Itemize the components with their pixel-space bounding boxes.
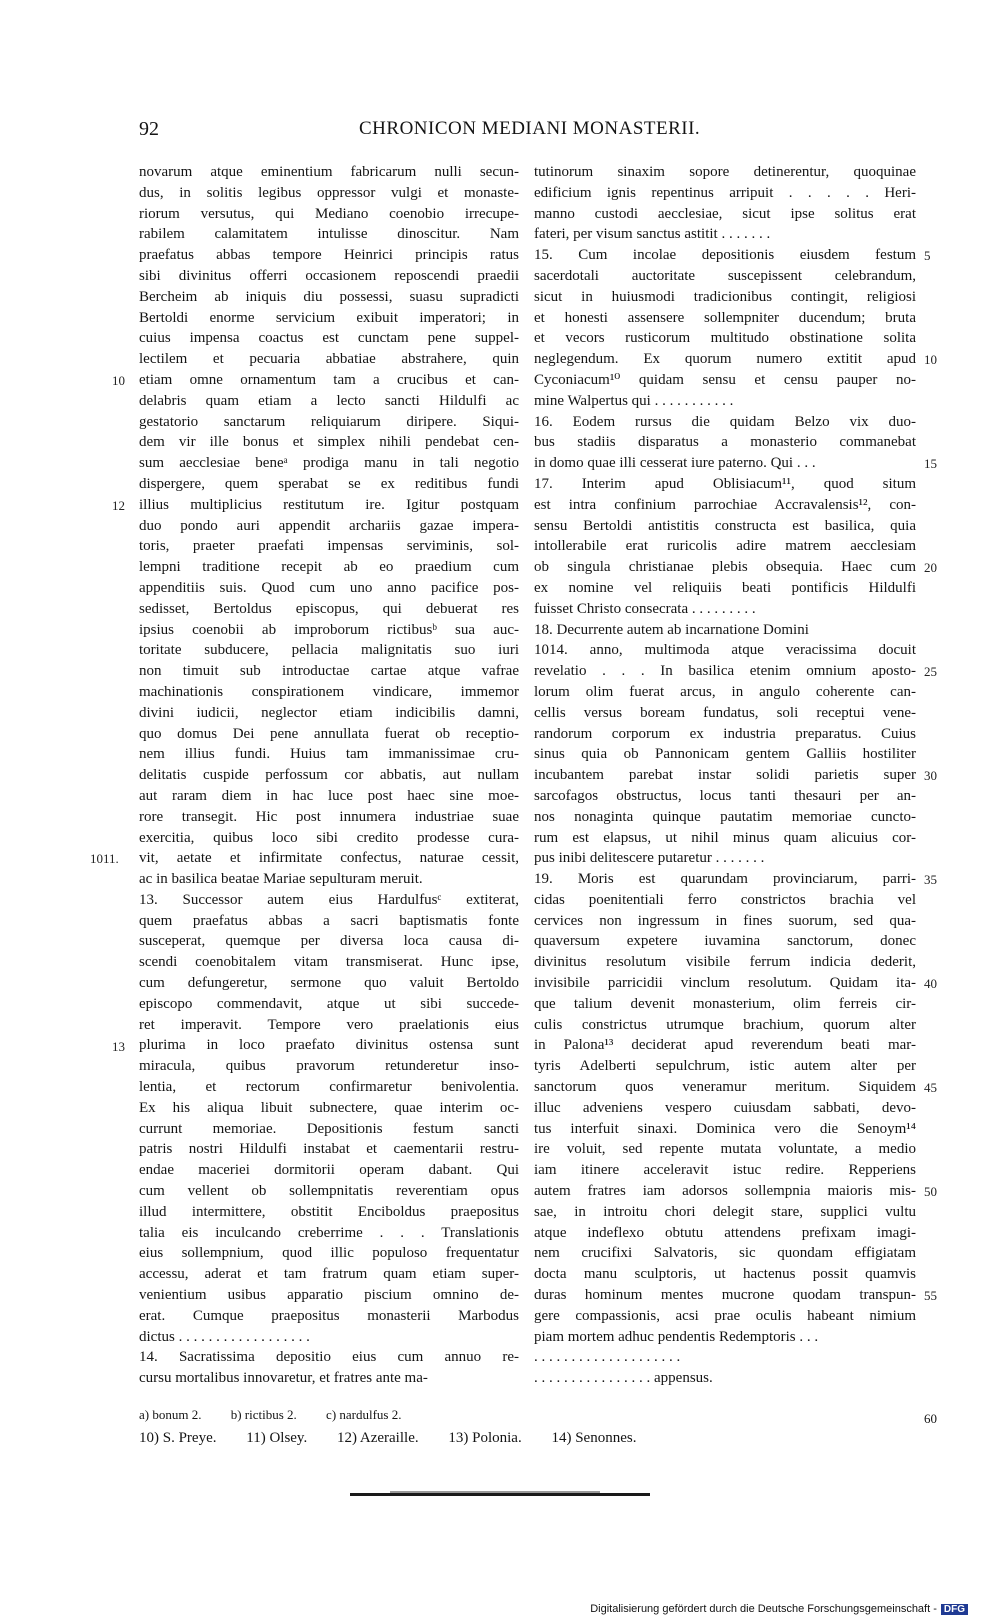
text-line: sacerdotali auctoritate suscepissent celebrandum, xyxy=(534,267,916,284)
text-line: docta manu sculptoris, ut hactenus possit quamvis xyxy=(534,1266,916,1283)
text-line: et honesti assensere sollempniter ducendum; bruta xyxy=(534,309,916,326)
text-line: cursu mortalibus innovaretur, et fratres ante ma- xyxy=(139,1370,428,1387)
text-line: sum aecclesiae beneᵃ prodiga manu in tali negotio xyxy=(139,455,519,472)
text-line: susceperat, quemque per diversa loca causa di- xyxy=(139,933,519,950)
footnote-10: 10) S. Preye. xyxy=(139,1430,217,1446)
text-line: bus stadiis disparatus a monasterio commanebat xyxy=(534,434,916,451)
margin-line-number: 10 xyxy=(112,373,125,388)
text-line: 16. Eodem rursus die quidam Belzo vix duo- xyxy=(534,413,916,430)
text-line: culis constrictus utrumque brachium, quorum alter xyxy=(534,1016,916,1033)
text-line: atque indeflexo obtutu attendens prefixam imagi- xyxy=(534,1224,916,1241)
text-line: ob singula christianae plebis obsequia. Haec cum xyxy=(534,559,916,576)
text-line: cum vellent ob sollempnitatis reverentiam opus xyxy=(139,1183,519,1200)
text-line: quaversum expetere iuvamina sanctorum, donec xyxy=(534,933,916,950)
text-line: . . . . . . . . . . . . . . . . appensus. xyxy=(534,1370,713,1387)
text-line: eius sollempnium, quod illic populoso frequentatur xyxy=(139,1245,519,1262)
text-line: Cyconiacum¹⁰ quidam sensu et censu pauper no- xyxy=(534,371,916,388)
text-line: invisibile parricidii vinclum resolutum. Quidam ita- xyxy=(534,975,916,992)
text-line: iam itinere acceleravit istuc redire. Repperiens xyxy=(534,1162,916,1179)
margin-line-number: 35 xyxy=(924,872,937,888)
text-line: sanctorum quos veneramur meritum. Siquidem xyxy=(534,1079,916,1096)
bottom-rule xyxy=(350,1493,650,1496)
text-line: et vecors rusticorum multitudo obstinatione solita xyxy=(534,330,916,347)
footnote-b: b) rictibus 2. xyxy=(230,1407,297,1422)
text-line: episcopo commendavit, atque ut sibi succede- xyxy=(139,995,519,1012)
text-line: novarum atque eminentium fabricarum nulli secun- xyxy=(139,164,519,180)
text-line: miracula, quibus pravorum retunderetur inso- xyxy=(139,1058,519,1075)
text-line: nem crucifixi Salvatoris, sic quondam effigiatam xyxy=(534,1245,916,1262)
margin-line-number: 12 xyxy=(112,497,125,513)
text-line: ex nomine vel reliquiis beati pontificis Hildulfi xyxy=(534,579,916,596)
text-line: lorum olim fuerat arcus, in angulo coherente can- xyxy=(534,683,916,700)
margin-line-number: 20 xyxy=(924,560,937,576)
text-line: Ex his aliqua libuit subnectere, quae interim oc- xyxy=(139,1099,519,1116)
margin-line-number: 40 xyxy=(924,976,937,992)
text-line: . . . . . . . . . . . . . . . . . . . . xyxy=(534,1349,681,1366)
text-line: 18. Decurrente autem ab incarnatione Domini xyxy=(534,621,809,638)
text-line: cuius impensa coactus est cunctam pene suppel- xyxy=(139,330,519,347)
footnote-c: c) nardulfus 2. xyxy=(326,1407,402,1422)
text-line: randorum corporum ex industria preparatus. Cuius xyxy=(534,725,916,742)
text-line: illuc adveniens vespero cuiusdam sabbati, devo- xyxy=(534,1099,916,1116)
footnotes-place-names xyxy=(139,1430,662,1447)
margin-line-number: 25 xyxy=(924,664,937,680)
text-line: exercitia, quibus loco sibi credito prodesse cura- xyxy=(139,829,519,846)
text-line: cervices non ingressum in fines suorum, sed qua- xyxy=(534,912,916,929)
text-line: patris nostri Hildulfi instabat et caementarii restru- xyxy=(139,1141,519,1158)
text-line: fateri, per visum sanctus astitit . . . . . . . xyxy=(534,226,771,243)
text-line: tutinorum sinaxim sopore detinerentur, quoquinae xyxy=(534,164,916,180)
text-line: manno custodi aecclesiae, sicut ipse solitus erat xyxy=(534,205,916,222)
text-line: riorum versutus, qui Mediano coenobio irrecupe- xyxy=(139,205,519,222)
text-line: rore transegit. Hic post innumera industriae suae xyxy=(139,808,519,825)
text-line: nem illius fundi. Huius tam immanissimae cru- xyxy=(139,746,519,763)
text-line: neglegendum. Ex quorum numero extitit apud xyxy=(534,351,916,368)
text-line: accessu, aderat et tam fratrum quam etiam super- xyxy=(139,1266,519,1283)
text-line: sicut in huiusmodi tradicionibus contingit, religiosi xyxy=(534,288,916,305)
text-line: erat. Cumque praepositus monasterii Marbodus xyxy=(139,1307,519,1324)
text-line: sinus quia ob Pannonicam gentem Galliis hostiliter xyxy=(534,746,916,763)
text-line: piam mortem adhuc pendentis Redemptoris . . . xyxy=(534,1328,819,1345)
text-line: non timuit sub introductae cartae atque vafrae xyxy=(139,663,519,680)
text-line: in domo quae illi cesserat iure paterno. Qui . . . xyxy=(534,455,816,472)
text-line: toris, praeter praefati impensas serviminis, sol- xyxy=(139,538,519,555)
text-line: quem praefatus abbas a sacri baptismatis fonte xyxy=(139,912,519,929)
text-line: edificium ignis repentinus arripuit . . . . . Heri- xyxy=(534,184,916,201)
right-column xyxy=(534,162,916,1389)
text-line: sarcofagos obstructus, locus tanti thesauri per an- xyxy=(534,787,916,804)
running-title: CHRONICON MEDIANI MONASTERII. xyxy=(359,118,701,139)
margin-line-number: 15 xyxy=(924,456,937,472)
text-line: scendi coenobitalem vitam transmiserat. Hunc ipse, xyxy=(139,954,519,971)
margin-line-number: 45 xyxy=(924,1080,937,1096)
text-line: sensu Bertoldi antistitis constructa est basilica, quia xyxy=(534,517,916,534)
text-line: machinationis conspirationem vindicare, immemor xyxy=(139,683,519,700)
text-line: ire voluit, sed repente mutata voluntate, a medio xyxy=(534,1141,916,1158)
text-line: mine Walpertus qui . . . . . . . . . . . xyxy=(534,392,734,409)
text-line: divini iudicii, neglector etiam indicibilis damni, xyxy=(139,704,519,721)
text-line: autem fratres iam adorsos sollempnia maioris mis- xyxy=(534,1183,916,1200)
text-line: cum defungeretur, sermone quo valuit Bertoldo xyxy=(139,975,519,992)
footnote-13: 13) Polonia. xyxy=(448,1430,522,1446)
text-line: est intra confinium parrochiae Accravalensis¹², con- xyxy=(534,496,916,513)
text-line: aut raram diem in hac luce post haec sine moe- xyxy=(139,787,519,804)
margin-line-number: 55 xyxy=(924,1288,937,1304)
text-line: pus inibi delitescere putaretur . . . . . . . xyxy=(534,850,765,867)
text-line: nos nonaginta quinque pautatim memoriae cuncto- xyxy=(534,808,916,825)
margin-line-number: 5 xyxy=(924,248,931,264)
text-line: praefatus abbas tempore Heinrici principis ratus xyxy=(139,247,519,264)
text-line: duo pondo auri appendit archariis gazae impera- xyxy=(139,517,519,534)
margin-line-number: 30 xyxy=(924,768,937,784)
text-line: dus, in solitis legibus oppressor vulgi et monaste- xyxy=(139,184,519,201)
text-line: vit, aetate et infirmitate confectus, naturae cessit, xyxy=(139,850,519,867)
text-line: 19. Moris est quarundam provinciarum, parri- xyxy=(534,871,916,888)
text-line: lempni traditione recepit ab eo praedium cum xyxy=(139,559,519,576)
text-line: Bertoldi enorme servicium exibuit imperatori; in xyxy=(139,309,519,326)
text-line: 17. Interim apud Oblisiacum¹¹, quod situm xyxy=(534,475,916,492)
text-line: Bercheim ab iniquis diu possessi, suasu supradicti xyxy=(139,288,519,305)
text-line: delabris quam etiam a lecto sancti Hildulfi ac xyxy=(139,392,519,409)
text-line: ipsius coenobii ab improborum rictibusᵇ sua auc- xyxy=(139,621,519,638)
text-line: illius multiplicius restitutum ire. Igitur postquam xyxy=(139,496,519,513)
page-number: 92 xyxy=(139,118,159,140)
margin-line-number: 10 xyxy=(924,352,937,368)
text-line: lectilem et pecuaria abbatiae abstrahere, quin xyxy=(139,351,519,368)
footnote-12: 12) Azeraille. xyxy=(336,1430,419,1446)
text-line: rum est elapsus, ut nihil minus quam alicuius cor- xyxy=(534,829,916,846)
text-line: in Palona¹³ deciderat apud reverendum beati mar- xyxy=(534,1037,916,1054)
text-line: tyris Adelberti sepulchrum, istic autem alter per xyxy=(534,1058,916,1075)
left-column xyxy=(139,162,519,1389)
text-line: currunt memoriae. Depositionis festum sancti xyxy=(139,1120,519,1137)
text-line: dictus . . . . . . . . . . . . . . . . . . xyxy=(139,1328,310,1345)
text-line: gestatorio sanctarum reliquiarum diripere. Siqui- xyxy=(139,413,519,430)
text-line: plurima in loco praefato divinitus ostensa sunt xyxy=(139,1037,519,1054)
text-line: 15. Cum incolae depositionis eiusdem festum xyxy=(534,247,916,264)
text-line: appenditiis suis. Quod cum uno anno pacifice pos- xyxy=(139,579,519,596)
text-line: endae maceriei dormitorii operam dabant. Qui xyxy=(139,1162,519,1179)
text-line: dispergere, quem sperabat se ex reditibus fundi xyxy=(139,475,519,492)
margin-line-number: 13 xyxy=(112,1038,125,1054)
text-line: incubantem parebat instar solidi parietis super xyxy=(534,767,916,784)
text-line: delitatis cuspide perfossum cor abbatis, aut nullam xyxy=(139,767,519,784)
digitization-credit xyxy=(590,1603,968,1615)
text-line: rabilem calamitatem intulisse dinoscitur. Nam xyxy=(139,226,519,243)
text-line: dem vir ille bonus et simplex nihili pendebat cen- xyxy=(139,434,519,451)
text-line: sibi divinitus offerri occasionem reposcendi praedii xyxy=(139,267,519,284)
margin-line-number: 50 xyxy=(924,1184,937,1200)
text-line: ret imperavit. Tempore vero praelationis eius xyxy=(139,1016,519,1033)
dfg-logo: DFG xyxy=(941,1604,968,1615)
text-line: 14. Sacratissima depositio eius cum annuo re- xyxy=(139,1349,519,1366)
margin-line-number: 1011. xyxy=(90,851,119,867)
text-line: revelatio . . . In basilica etenim omnium aposto- xyxy=(534,663,916,680)
text-line: sae, in introitu chori delegit stare, supplici vultu xyxy=(534,1203,916,1220)
text-line: duras hominum mentes mucrone quodam transpun- xyxy=(534,1287,916,1304)
text-line: venientium usibus apparatio piscium omnino de- xyxy=(139,1287,519,1304)
text-line: cellis versus boream fundatus, soli receptui vene- xyxy=(534,704,916,721)
text-line: intollerabile erat ruricolis adire matrem aecclesiam xyxy=(534,538,916,555)
footnote-11: 11) Olsey. xyxy=(246,1430,308,1446)
text-line: sedisset, Bertoldus episcopus, qui debuerat res xyxy=(139,600,519,617)
text-line: tus interfuit sinaxi. Dominica vero die Senoym¹⁴ xyxy=(534,1120,916,1137)
text-line: cidas poenitentiali ferro constrictos brachia vel xyxy=(534,891,916,908)
text-line: talia eis inculcando creberrime . . . Translationis xyxy=(139,1224,519,1241)
text-line: lentia, et rectorum confirmaretur benivolentia. xyxy=(139,1079,519,1096)
text-line: divinitus resolutum visibile ferrum indicia dederit, xyxy=(534,954,916,971)
text-line: illud intermittere, obstitit Enciboldus praepositus xyxy=(139,1203,519,1220)
credit-text: Digitalisierung gefördert durch die Deutsche Forschungsgemeinschaft - xyxy=(590,1603,937,1615)
text-line: toritate subducere, pellacia malignitatis suo iuri xyxy=(139,642,519,659)
footnote-a: a) bonum 2. xyxy=(139,1407,202,1422)
text-line: quo domus Dei pene annullata fuerat ob receptio- xyxy=(139,725,519,742)
text-line: 1014. anno, multimoda atque veracissima docuit xyxy=(534,642,916,659)
text-line: 13. Successor autem eius Hardulfusᶜ extiterat, xyxy=(139,891,519,908)
text-line: ac in basilica beatae Mariae sepulturam meruit. xyxy=(139,871,423,888)
text-line: fuisset Christo consecrata . . . . . . . . . xyxy=(534,600,756,617)
footnote-14: 14) Senonnes. xyxy=(551,1430,637,1446)
text-line: etiam omne ornamentum tam a crucibus et can- xyxy=(139,371,519,388)
text-line: gere compassionis, acsi prae oculis habeant nimium xyxy=(534,1307,916,1324)
text-line: que talium devenit monasterium, olim ferreis cir- xyxy=(534,995,916,1012)
margin-line-number-60: 60 xyxy=(924,1411,937,1426)
footnotes-variant-readings xyxy=(139,1407,428,1423)
